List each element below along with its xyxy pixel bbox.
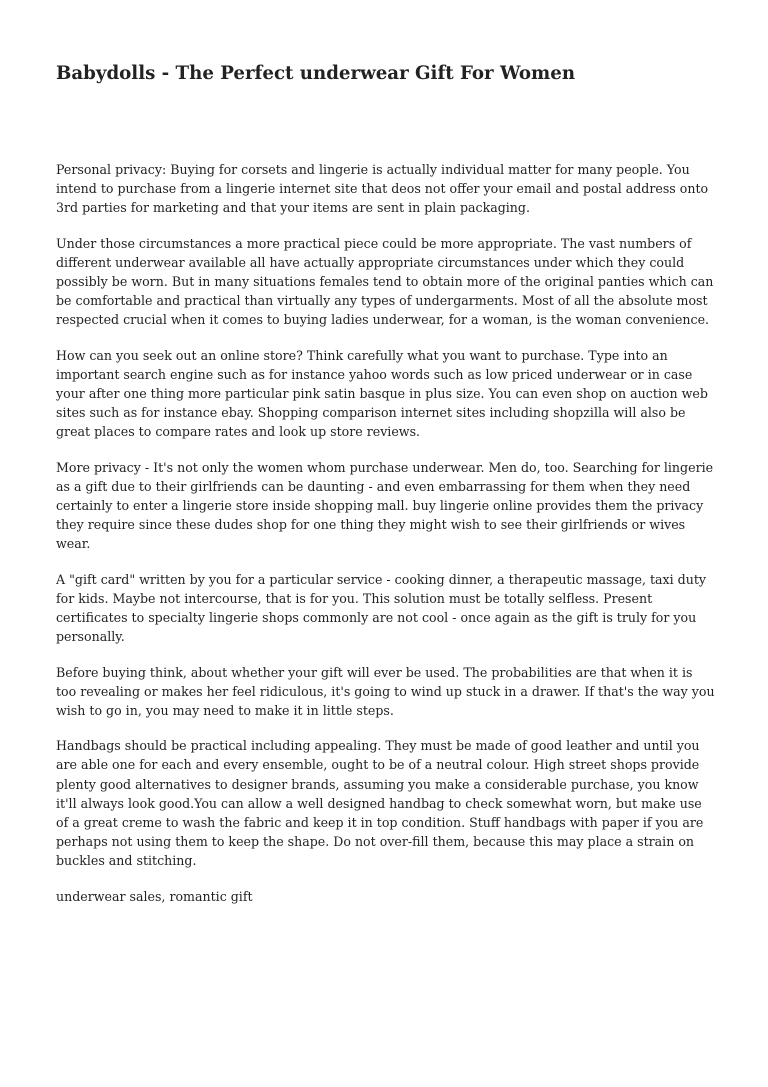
paragraph-personal-privacy: Personal privacy: Buying for corsets and lingerie is actually individual matter for many people. You intend to purchase from a lingerie internet site that deos not offer your email and postal address onto 3rd parties for marketing and that your items are sent in plain packaging. [56, 162, 709, 216]
paragraph-practical-piece: Under those circumstances a more practical piece could be more appropriate. The vast numbers of different underwear available all have actually appropriate circumstances under which they could possibly be worn. But in many situations females tend to obtain more of the original panties which can be comfortable and practical than virtually any types of undergarments. Most of all the absolute most respected crucial when it comes to buying ladies underwear, for a woman, is the woman convenience. [56, 235, 714, 328]
paragraph-before-buying: Before buying think, about whether your gift will ever be used. The probabilities are that when it is too revealing or makes her feel ridiculous, it's going to wind up stuck in a drawer. If that's the way you wish to go in, you may need to make it in little steps. [56, 664, 715, 718]
paragraph-more-privacy: More privacy - It's not only the women whom purchase underwear. Men do, too. Searching for lingerie as a gift due to their girlfriends can be daunting - and even embarrassing for them when they need certainly to enter a lingerie store inside shopping mall. buy lingerie online provides them the privacy they require since these dudes shop for one thing they might wish to see their girlfriends or wives wear. [56, 459, 714, 552]
page-title: Babydolls - The Perfect underwear Gift For Women [56, 63, 576, 84]
paragraph-online-store: How can you seek out an online store? Think carefully what you want to purchase. Type into an important search engine such as for instance yahoo words such as low priced underwear or in case your after one thing more particular pink satin basque in plus size. You can even shop on auction web sites such as for instance ebay. Shopping comparison internet sites including shopzilla will also be great places to compare rates and look up store reviews. [56, 347, 708, 440]
document-body [56, 160, 716, 906]
paragraph-handbags: Handbags should be practical including appealing. They must be made of good leather and until you are able one for each and every ensemble, ought to be of a neutral colour. High street shops provide plenty good alternatives to designer brands, assuming you make a considerable purchase, you know it'll always look good.You can allow a well designed handbag to check somewhat worn, but make use of a great creme to wash the fabric and keep it in top condition. Stuff handbags with paper if you are perhaps not using them to keep the shape. Do not over-fill them, because this may place a strain on buckles and stitching. [56, 738, 704, 868]
tags-line: underwear sales, romantic gift [56, 888, 253, 904]
paragraph-gift-card: A "gift card" written by you for a particular service - cooking dinner, a therapeutic massage, taxi duty for kids. Maybe not intercourse, that is for you. This solution must be totally selfless. Present certificates to specialty lingerie shops commonly are not cool - once again as the gift is truly for you personally. [56, 571, 707, 644]
